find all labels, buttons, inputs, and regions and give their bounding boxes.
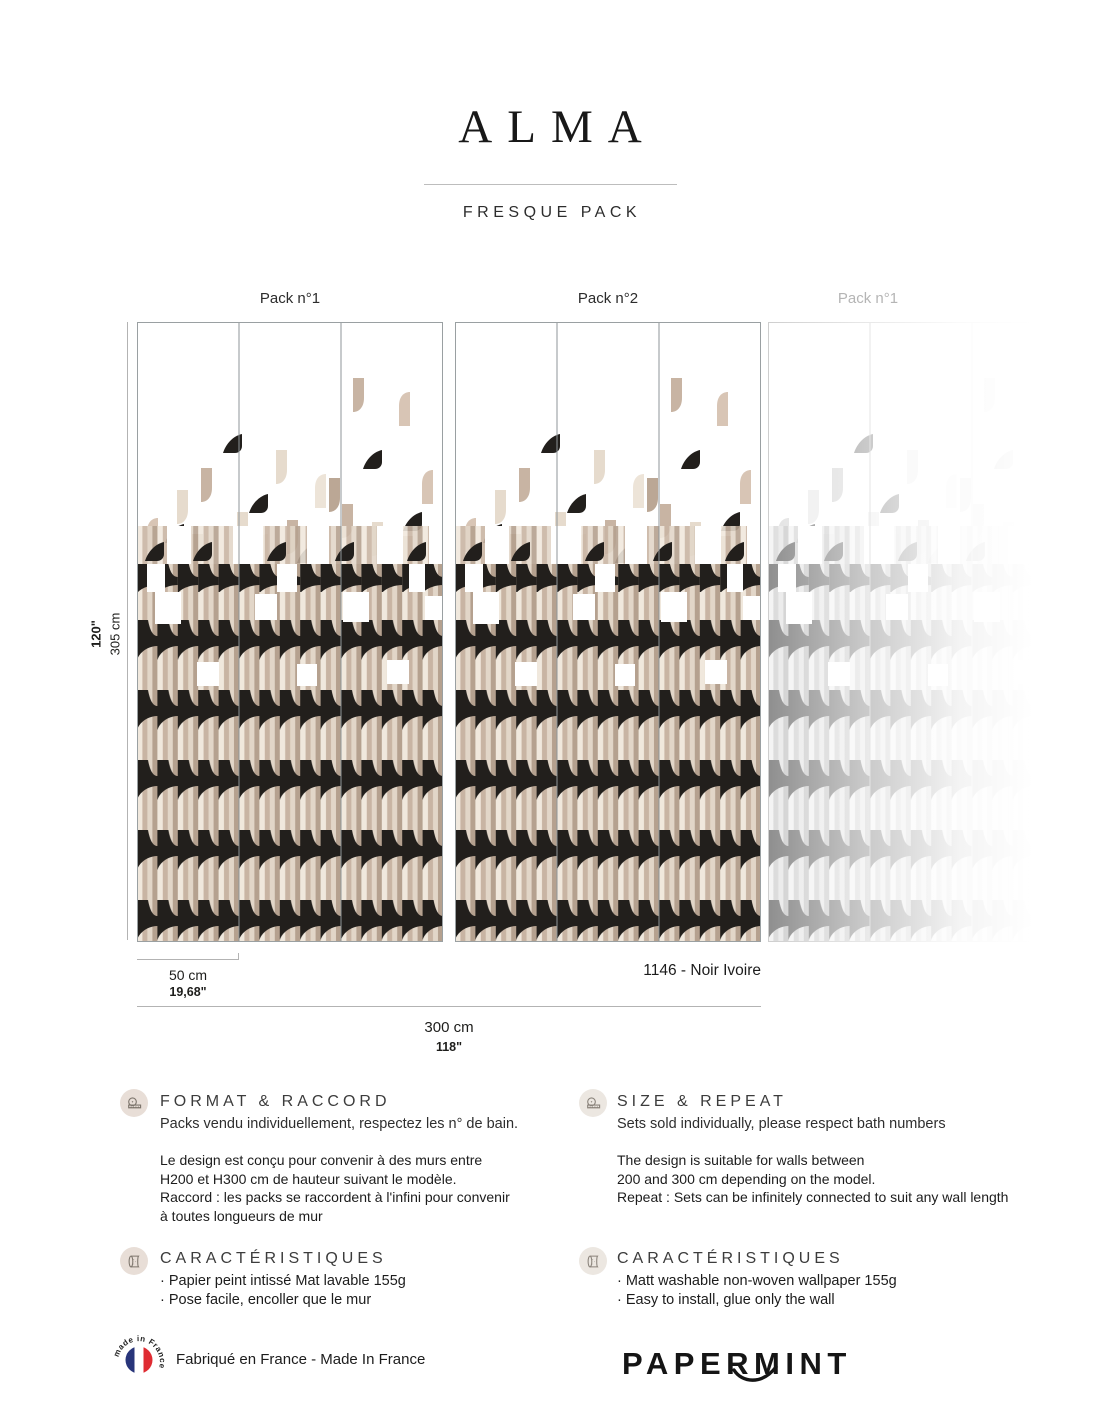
carac-fr-title: CARACTÉRISTIQUES	[160, 1250, 387, 1267]
page-subtitle: FRESQUE PACK	[462, 204, 642, 221]
panel-width-in-label: 19,68"	[169, 985, 207, 999]
brand-name: PAPERMINT	[622, 1346, 852, 1381]
total-width-in-label: 118"	[435, 1040, 463, 1054]
size-body-line: 200 and 300 cm depending on the model.	[617, 1170, 876, 1187]
format-section-lead: Packs vendu individuellement, respectez les n° de bain.	[160, 1116, 519, 1132]
size-body-line: Repeat : Sets can be infinitely connected to suit any wall length	[617, 1189, 1009, 1205]
panel-width-cm-label: 50 cm	[168, 967, 208, 983]
title-divider	[424, 184, 677, 185]
page-title: ALMA	[458, 101, 657, 153]
size-section-lead: Sets sold individually, please respect bath numbers	[617, 1116, 946, 1132]
format-section-title: FORMAT & RACCORD	[160, 1093, 391, 1110]
made-in-france-badge	[107, 1328, 171, 1392]
panel-width-end-tick	[238, 953, 239, 960]
total-width-dimension-line	[137, 1006, 761, 1007]
height-cm-label: 305 cm	[107, 612, 123, 656]
format-body-line: à toutes longueurs de mur	[160, 1207, 323, 1224]
format-section-icon-circle	[120, 1089, 148, 1117]
carac-fr-icon-circle	[120, 1247, 148, 1275]
size-section-icon-circle	[579, 1089, 607, 1117]
papermint-logo	[622, 1338, 882, 1388]
format-body-line: Raccord : les packs se raccordent à l'infini pour convenir	[160, 1189, 510, 1205]
panel-width-dimension-line	[137, 959, 239, 960]
wallpaper-roll-icon	[585, 1253, 602, 1270]
pack1-label: Pack n°1	[259, 290, 321, 307]
format-body-line: Le design est conçu pour convenir à des murs entre	[160, 1152, 483, 1168]
format-body-line: H200 et H300 cm de hauteur suivant le modèle.	[160, 1170, 457, 1187]
pack2-label: Pack n°2	[577, 290, 639, 307]
tape-measure-icon	[126, 1095, 143, 1112]
reference-label: 1146 - Noir Ivoire	[643, 962, 761, 979]
height-inches-label: 120"	[88, 620, 104, 648]
format-section-body	[160, 1151, 510, 1225]
french-flag-icon	[126, 1347, 153, 1374]
carac-en-bullet: · Easy to install, glue only the wall	[617, 1292, 835, 1308]
made-in-france-label: Fabriqué en France - Made In France	[176, 1351, 426, 1368]
size-section-title: SIZE & REPEAT	[617, 1093, 787, 1110]
carac-fr-bullets	[160, 1272, 406, 1310]
carac-en-title: CARACTÉRISTIQUES	[617, 1250, 844, 1267]
carac-en-bullet: · Matt washable non-woven wallpaper 155g	[617, 1273, 897, 1289]
size-section-body	[617, 1151, 1008, 1207]
wallpaper-roll-icon	[126, 1253, 143, 1270]
height-dimension-line	[127, 322, 128, 940]
carac-fr-bullet: · Papier peint intissé Mat lavable 155g	[160, 1273, 406, 1289]
pack1-artwork	[137, 322, 443, 942]
pack2-artwork	[455, 322, 761, 942]
pack3-fade-overlay	[766, 318, 1100, 948]
carac-fr-bullet: · Pose facile, encoller que le mur	[160, 1292, 372, 1308]
pack3-label: Pack n°1	[837, 290, 899, 307]
tape-measure-icon	[585, 1095, 602, 1112]
size-body-line: The design is suitable for walls between	[617, 1152, 865, 1168]
total-width-cm-label: 300 cm	[424, 1019, 474, 1036]
carac-en-icon-circle	[579, 1247, 607, 1275]
carac-en-bullets	[617, 1272, 897, 1310]
badge-curved-text: made in France	[111, 1334, 167, 1370]
